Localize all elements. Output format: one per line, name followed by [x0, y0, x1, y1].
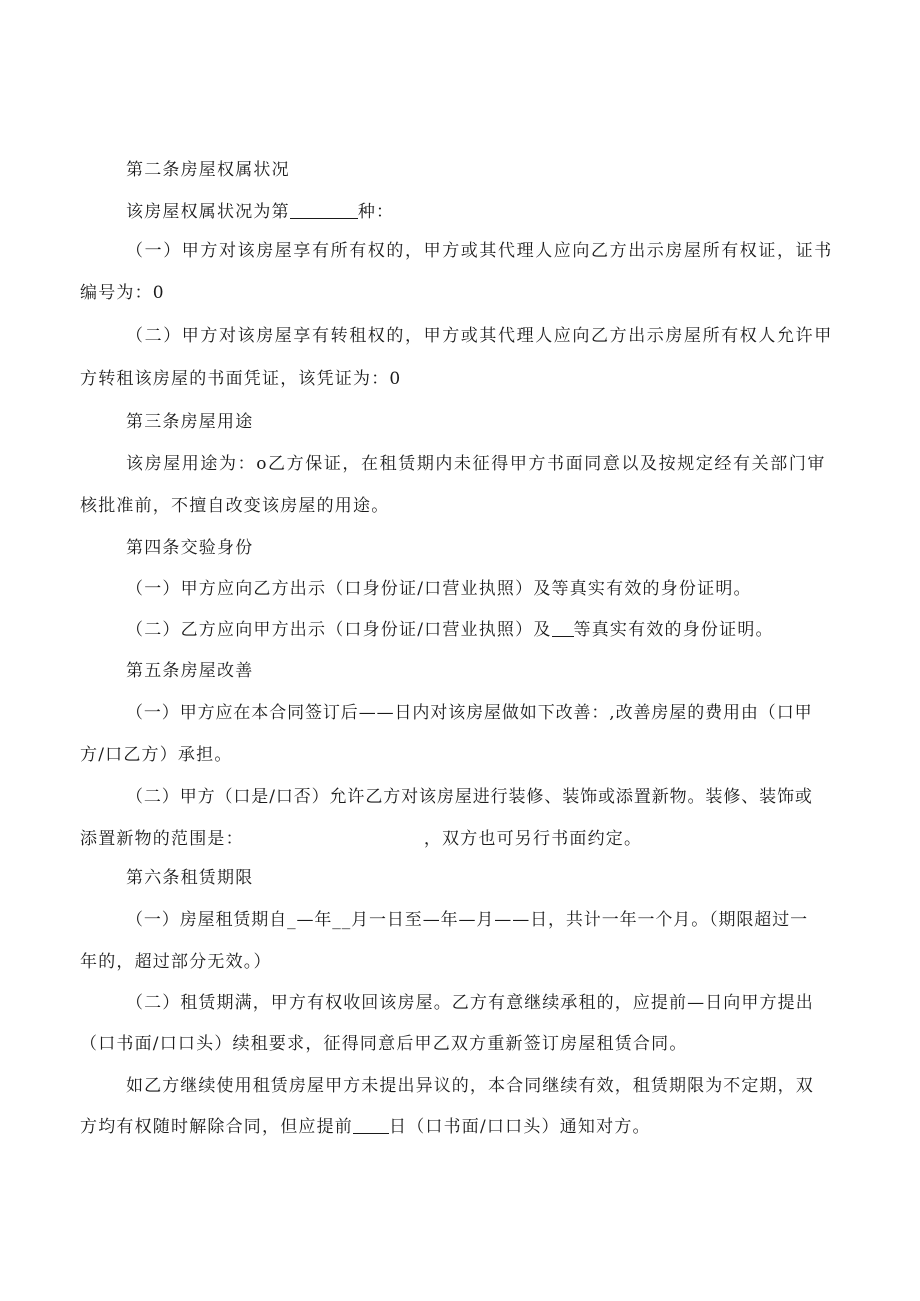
article-5-item-2-line-1: （二）甲方（口是/口否）允许乙方对该房屋进行装修、装饰或添置新物。装修、装饰或	[126, 787, 813, 807]
text: 添置新物的范围是：	[80, 829, 244, 849]
article-3-heading: 第三条房屋用途	[126, 412, 254, 432]
text: 种：	[357, 202, 395, 222]
article-2-item-1-line-2: 编号为：0	[80, 283, 165, 303]
text: 方均有权随时解除合同，但应提前	[80, 1117, 353, 1137]
article-6-item-1-line-2: 年的，超过部分无效。）	[80, 952, 272, 972]
article-3-para-line-1: 该房屋用途为：o乙方保证，在租赁期内未征得甲方书面同意以及按规定经有关部门审	[126, 454, 827, 474]
text: （二）乙方应向甲方出示（口身份证/口营业执照）及	[126, 620, 552, 640]
article-5-heading: 第五条房屋改善	[126, 661, 254, 681]
article-6-item-1-line-1: （一）房屋租赁期自_—年__月一日至—年—月——日，共计一年一个月。（期限超过一	[126, 910, 808, 930]
article-2-item-1-line-1: （一）甲方对该房屋享有所有权的，甲方或其代理人应向乙方出示房屋所有权证，证书	[126, 241, 833, 261]
text: 该房屋权属状况为第	[126, 202, 290, 222]
article-3-para-line-2: 核批准前，不擅自改变该房屋的用途。	[80, 496, 390, 516]
text: 日（口书面/口口头）通知对方。	[389, 1117, 651, 1137]
text: 等真实有效的身份证明。	[573, 620, 774, 640]
fill-blank	[552, 618, 574, 637]
article-2-item-2-line-2: 方转租该房屋的书面凭证，该凭证为：0	[80, 369, 402, 389]
article-4-heading: 第四条交验身份	[126, 538, 254, 558]
text: ，双方也可另行书面约定。	[423, 829, 643, 849]
article-2-heading: 第二条房屋权属状况	[126, 160, 290, 180]
article-6-heading: 第六条租赁期限	[126, 868, 254, 888]
fill-blank	[353, 1115, 389, 1134]
article-2-item-2-line-1: （二）甲方对该房屋享有转租权的，甲方或其代理人应向乙方出示房屋所有权人允许甲	[126, 326, 833, 346]
fill-blank	[290, 200, 358, 219]
article-5-item-1-line-2: 方/口乙方）承担。	[80, 745, 233, 765]
article-6-item-2-line-2: （口书面/口口头）续租要求，征得同意后甲乙双方重新签订房屋租赁合同。	[80, 1034, 688, 1054]
article-6-para-line-2	[80, 1115, 651, 1139]
article-6-para-line-1: 如乙方继续使用租赁房屋甲方未提出异议的，本合同继续有效，租赁期限为不定期，双	[126, 1076, 814, 1096]
article-4-item-1: （一）甲方应向乙方出示（口身份证/口营业执照）及等真实有效的身份证明。	[126, 579, 752, 599]
article-5-item-2-line-2	[80, 827, 642, 851]
ownership-status-line	[126, 200, 394, 224]
article-4-item-2	[126, 618, 774, 642]
article-5-item-1-line-1: （一）甲方应在本合同签订后——日内对该房屋做如下改善：,改善房屋的费用由（口甲	[126, 703, 813, 723]
article-6-item-2-line-1: （二）租赁期满，甲方有权收回该房屋。乙方有意继续承租的，应提前—日向甲方提出	[126, 993, 814, 1013]
